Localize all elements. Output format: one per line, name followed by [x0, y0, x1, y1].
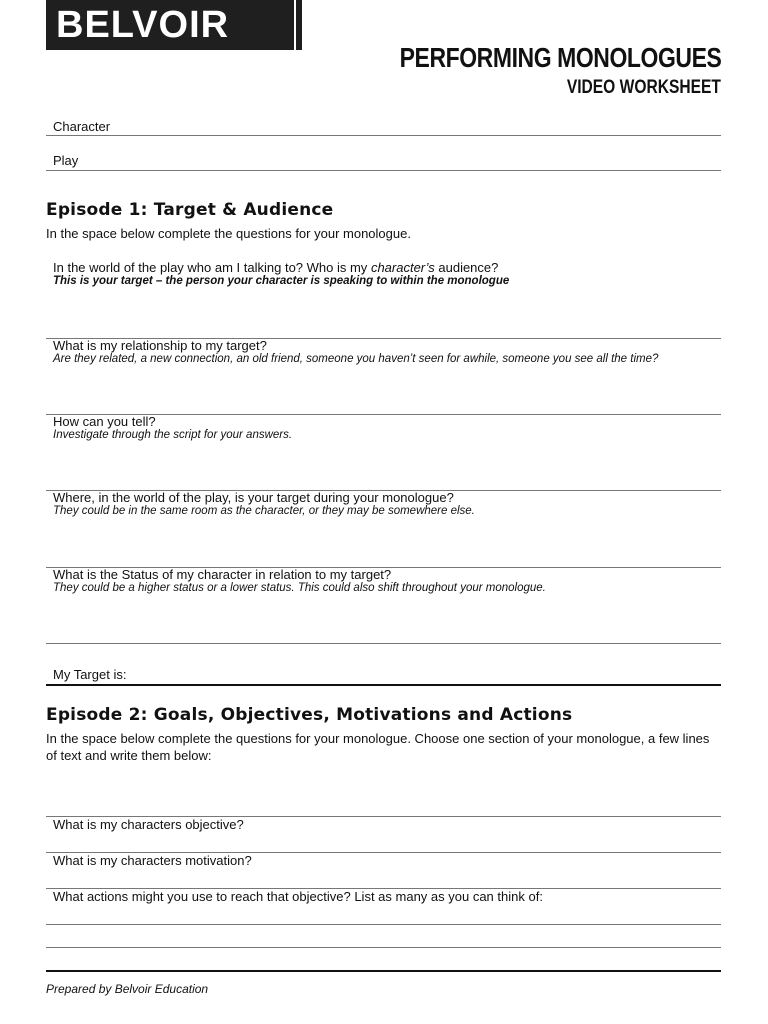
question-hint: This is your target – the person your character is speaking to within the monologue — [53, 275, 510, 287]
question-hint: Investigate through the script for your answers. — [53, 429, 293, 441]
belvoir-logo — [46, 0, 302, 50]
question-relationship[interactable] — [46, 338, 721, 415]
my-target-field[interactable] — [46, 667, 721, 686]
question-objective[interactable] — [46, 817, 721, 853]
episode-2-heading: Episode 2: Goals, Objectives, Motivations and Actions — [46, 705, 573, 725]
question-text: What is my characters objective? — [53, 817, 244, 832]
footer-divider — [46, 970, 721, 972]
question-hint: Are they related, a new connection, an old friend, someone you haven’t seen for awhile, someone you see all the time? — [53, 353, 659, 365]
episode-1-heading: Episode 1: Target & Audience — [46, 200, 334, 220]
question-text: What is the Status of my character in relation to my target? — [53, 567, 392, 582]
episode-1-intro: In the space below complete the questions for your monologue. — [46, 226, 411, 241]
play-field[interactable] — [46, 153, 721, 171]
question-actions[interactable] — [46, 889, 721, 925]
question-text: What actions might you use to reach that objective? List as many as you can think of: — [53, 889, 543, 904]
episode-2-intro: In the space below complete the questions for your monologue. Choose one section of your monologue, a few lines of text and write them below: — [46, 731, 710, 763]
answer-line — [46, 947, 721, 948]
play-label: Play — [53, 153, 79, 168]
question-hint: They could be a higher status or a lower status. This could also shift throughout your monologue. — [53, 582, 546, 594]
my-target-label: My Target is: — [53, 667, 127, 682]
question-how-can-you-tell[interactable] — [46, 414, 721, 491]
question-text: In the world of the play who am I talking to? Who is my character’s audience? — [53, 260, 499, 275]
document-title: PERFORMING MONOLOGUES — [399, 42, 721, 73]
question-status[interactable] — [46, 567, 721, 644]
question-target-audience[interactable] — [46, 260, 721, 339]
logo-text: BELVOIR — [56, 4, 230, 46]
document-subtitle: VIDEO WORKSHEET — [566, 77, 721, 98]
question-target-location[interactable] — [46, 490, 721, 568]
character-field[interactable] — [46, 119, 721, 136]
footer-credit: Prepared by Belvoir Education — [46, 982, 209, 996]
logo-divider — [294, 0, 296, 50]
question-motivation[interactable] — [46, 853, 721, 889]
question-text: Where, in the world of the play, is your target during your monologue? — [53, 490, 454, 505]
giraffe-icon — [304, 5, 338, 45]
question-text: What is my relationship to my target? — [53, 338, 267, 353]
question-text: What is my characters motivation? — [53, 853, 252, 868]
question-text: How can you tell? — [53, 414, 156, 429]
character-label: Character — [53, 119, 111, 134]
question-hint: They could be in the same room as the character, or they may be somewhere else. — [53, 505, 475, 517]
